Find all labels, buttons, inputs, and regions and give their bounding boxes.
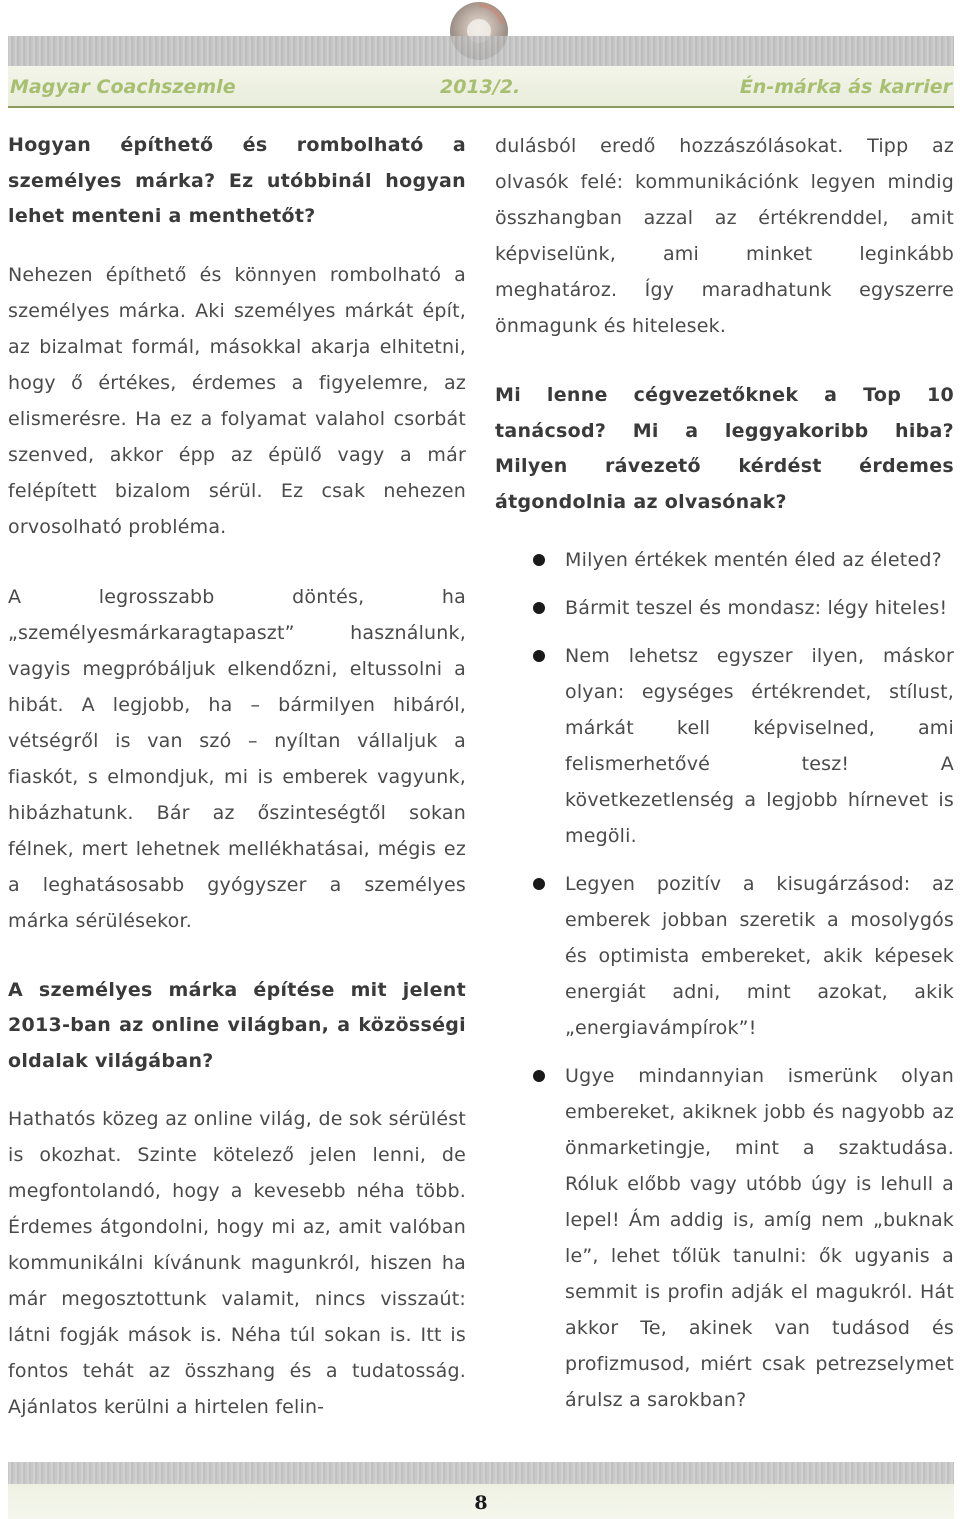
list-item: Nem lehetsz egyszer ilyen, máskor olyan: egységes értékrendet, stílust, márkát kell képviselned, ami felismerhetővé tesz! A következetlenség a legjobb hírnevet is megöli. xyxy=(495,638,954,854)
running-header xyxy=(8,66,954,106)
question-heading: Hogyan építhető és rombolható a személyes márka? Ez utóbbinál hogyan lehet menteni a menthetőt? xyxy=(8,134,466,227)
page-number: 8 xyxy=(474,1492,488,1514)
bullet-icon xyxy=(533,602,545,614)
bullet-icon xyxy=(533,878,545,890)
question-heading: A személyes márka építése mit jelent 2013-ban az online világban, a közösségi oldalak világában? xyxy=(8,978,466,1072)
list-item: Legyen pozitív a kisugárzásod: az emberek jobban szeretik a mosolygós és optimista embereket, akik képesek energiát adni, mint azokat, akik „energiavámpírok”! xyxy=(495,866,954,1046)
page-footer xyxy=(8,1484,954,1519)
bullet-icon xyxy=(533,650,545,662)
paragraph: Nehezen építhető és könnyen rombolható a személyes márka. Aki személyes márkát épít, az bizalmat formál, másokkal akarja elhitetni, hogy ő értékes, érdemes a figyelemre, az elismerésre. Ha ez a folyamat valahol csorbát szenved, akkor épp az épülő vagy a már felépített bizalom sérül. Ez csak nehezen orvosolható probléma. xyxy=(8,263,466,538)
section-title: Én-márka ás karrier xyxy=(739,76,952,98)
issue-number: 2013/2. xyxy=(440,76,521,98)
right-column xyxy=(495,128,954,1430)
paragraph: Hathatós közeg az online világ, de sok sérülést is okozhat. Szinte kötelező jelen lenni, de megfontolandó, hogy a kevesebb néha több. Érdemes átgondolni, hogy mi az, amit valóban kommunikálni kívánunk magunkról, hiszen ha már megosztottunk valamit, nincs visszaút: látni fogják mások is. Néha túl sokan is. Itt is fontos tehát az összhang és a tudatosság. Ajánlatos kerülni a hirtelen felin- xyxy=(8,1108,466,1418)
bullet-icon xyxy=(533,554,545,566)
header-texture-band xyxy=(8,36,954,66)
header-divider xyxy=(8,106,954,108)
paragraph: dulásból eredő hozzászólásokat. Tipp az olvasók felé: kommunikációnk legyen mindig összhangban azzal az értékrenddel, amit képviselünk, ami minket leginkább meghatároz. Így maradhatunk egyszerre önmagunk és hitelesek. xyxy=(495,135,954,337)
tips-list xyxy=(495,542,954,1418)
list-item: Bármit teszel és mondasz: légy hiteles! xyxy=(495,590,954,626)
paragraph: A legrosszabb döntés, ha „személyesmárkaragtapaszt” használunk, vagyis megpróbáljuk elkendőzni, eltussolni a hibát. A legjobb, ha – bármilyen hibáról, vétségről is van szó – nyíltan vállaljuk a fiaskót, s elmondjuk, mi is emberek vagyunk, hibázhatunk. Bár az őszinteségtől sokan félnek, mert lehetnek mellékhatásai, mégis ez a leghatásosabb gyógyszer a személyes márka sérülésekor. xyxy=(8,585,466,932)
list-item: Milyen értékek mentén éled az életed? xyxy=(495,542,954,578)
bullet-icon xyxy=(533,1070,545,1082)
footer-texture-band xyxy=(8,1462,954,1484)
left-column xyxy=(8,128,466,1425)
list-item: Ugye mindannyian ismerünk olyan embereket, akiknek jobb és nagyobb az önmarketingje, mint a szaktudása. Róluk előbb vagy utóbb úgy is lehull a lepel! Ám addig is, amíg nem „buknak le”, lehet tőlük tanulni: ők ugyanis a semmit is profin adják el magukról. Hát akkor Te, akinek van tudásod és profizmusod, miért csak petrezselymet árulsz a sarokban? xyxy=(495,1058,954,1418)
journal-title: Magyar Coachszemle xyxy=(10,76,236,98)
question-heading: Mi lenne cégvezetőknek a Top 10 tanácsod? Mi a leggyakoribb hiba? Milyen rávezető kérdést érdemes átgondolnia az olvasónak? xyxy=(495,384,954,513)
